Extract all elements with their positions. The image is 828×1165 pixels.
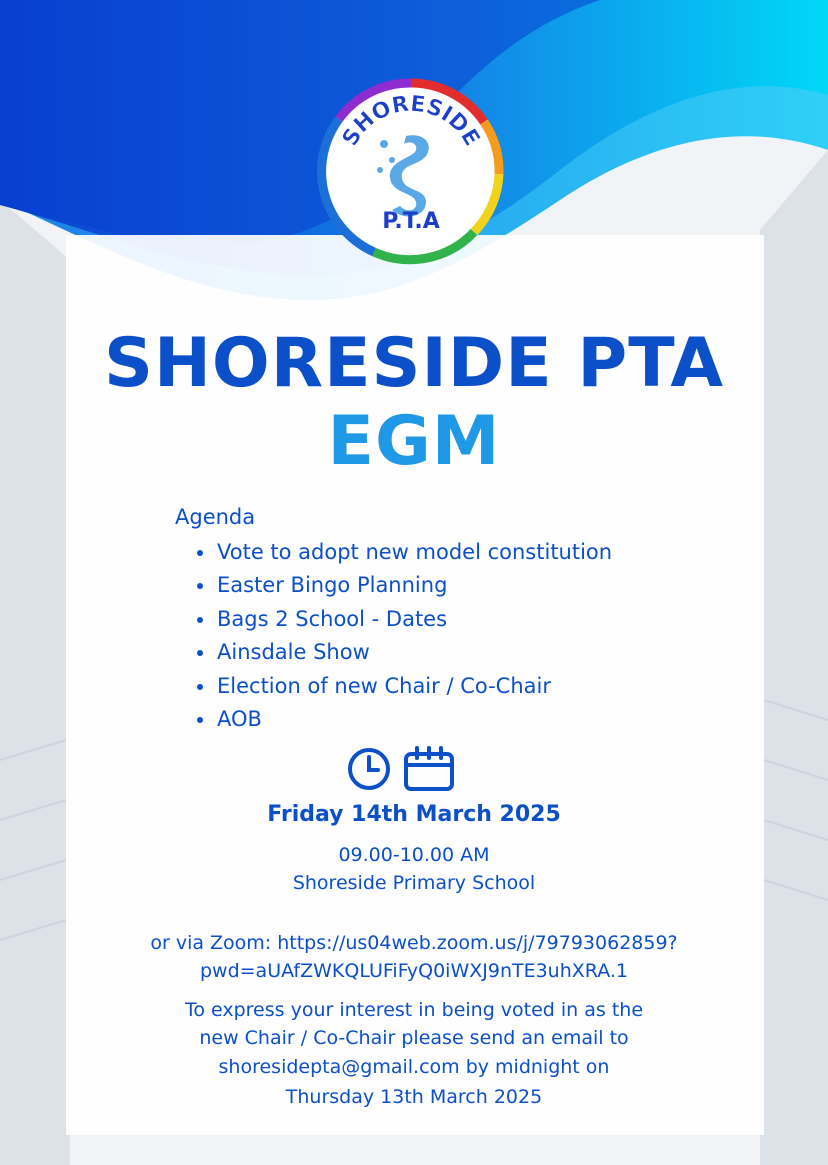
notice-line1: To express your interest in being voted in as the (184, 999, 644, 1021)
notice-line2: new Chair / Co-Chair please send an email to (199, 1027, 629, 1049)
svg-text:SHORESIDE: SHORESIDE (337, 91, 485, 151)
agenda-heading: Agenda (175, 505, 256, 529)
event-location: Shoreside Primary School (292, 872, 536, 894)
page-title: SHORESIDE PTA (104, 324, 724, 403)
notice-line4: Thursday 13th March 2025 (285, 1086, 543, 1108)
zoom-link-line1[interactable]: or via Zoom: https://us04web.zoom.us/j/79793062859? (150, 932, 678, 954)
agenda-list (217, 536, 612, 736)
clock-icon (350, 750, 388, 788)
event-time: 09.00-10.00 AM (338, 844, 490, 866)
agenda-item: Election of new Chair / Co-Chair (217, 670, 612, 703)
agenda-item: Bags 2 School - Dates (217, 603, 612, 636)
calendar-icon (406, 748, 452, 789)
agenda-item: Vote to adopt new model constitution (217, 536, 612, 569)
shoreside-pta-logo (314, 74, 508, 268)
agenda-item: Easter Bingo Planning (217, 569, 612, 602)
zoom-link-line2[interactable]: pwd=aUAfZWKQLUFiFyQ0iWXJ9nTE3uhXRA.1 (199, 960, 629, 982)
agenda-item: Ainsdale Show (217, 636, 612, 669)
event-icons (347, 745, 457, 793)
page-subtitle: EGM (327, 402, 501, 481)
notice-line3-email: shoresidepta@gmail.com by midnight on (218, 1056, 610, 1078)
agenda-item: AOB (217, 703, 612, 736)
svg-text:P.T.A: P.T.A (382, 209, 440, 234)
event-date: Friday 14th March 2025 (267, 802, 561, 827)
